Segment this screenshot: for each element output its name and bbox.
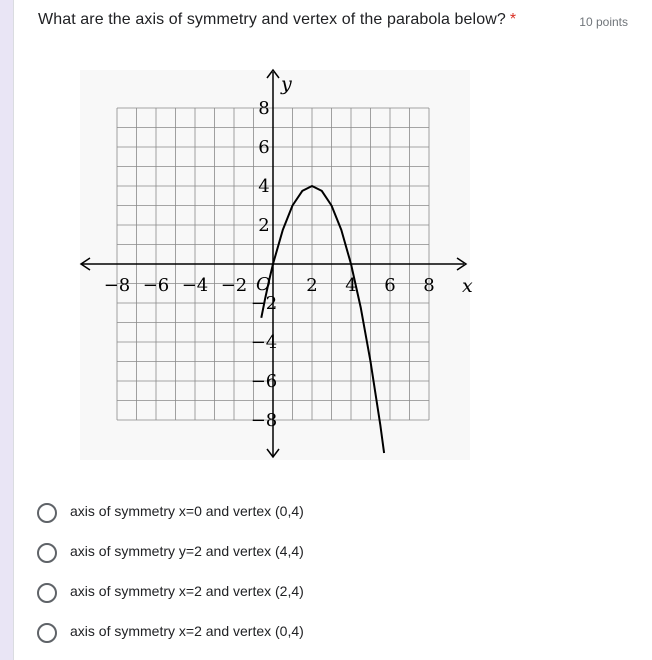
radio-button[interactable] bbox=[37, 543, 57, 563]
option-label: axis of symmetry x=2 and vertex (2,4) bbox=[70, 583, 304, 599]
option-label: axis of symmetry y=2 and vertex (4,4) bbox=[70, 543, 304, 559]
required-star: * bbox=[509, 11, 517, 28]
y-tick-label: −6 bbox=[250, 371, 278, 392]
y-tick-label: −2 bbox=[250, 293, 278, 314]
option-label: axis of symmetry x=2 and vertex (0,4) bbox=[70, 623, 304, 639]
option-1[interactable] bbox=[37, 501, 457, 525]
x-axis-label: x bbox=[462, 275, 473, 297]
option-3[interactable] bbox=[37, 581, 457, 605]
question-text: What are the axis of symmetry and vertex of the parabola below? bbox=[38, 11, 506, 28]
x-tick-label: −6 bbox=[142, 275, 170, 296]
y-axis-label: y bbox=[281, 73, 292, 95]
x-tick-label: −8 bbox=[103, 275, 131, 296]
points-label: 10 points bbox=[579, 15, 628, 29]
radio-button[interactable] bbox=[37, 623, 57, 643]
x-tick-label: 6 bbox=[384, 275, 396, 296]
parabola-graph bbox=[66, 66, 474, 462]
x-tick-label: 8 bbox=[423, 275, 435, 296]
plot-background bbox=[80, 70, 470, 460]
x-tick-label: 2 bbox=[306, 275, 318, 296]
x-tick-label: 4 bbox=[345, 275, 357, 296]
radio-button[interactable] bbox=[37, 503, 57, 523]
x-tick-label: −4 bbox=[181, 275, 209, 296]
parabola-figure bbox=[66, 66, 474, 462]
question-card bbox=[13, 0, 652, 660]
origin-label: O bbox=[256, 274, 271, 295]
option-2[interactable] bbox=[37, 541, 457, 565]
option-label: axis of symmetry x=0 and vertex (0,4) bbox=[70, 503, 304, 519]
y-tick-label: 4 bbox=[258, 176, 270, 197]
option-4[interactable] bbox=[37, 621, 457, 645]
y-tick-label: 2 bbox=[258, 215, 270, 236]
question-title bbox=[38, 11, 516, 29]
radio-button[interactable] bbox=[37, 583, 57, 603]
y-tick-label: 8 bbox=[258, 98, 270, 119]
y-tick-label: 6 bbox=[258, 137, 270, 158]
x-tick-label: −2 bbox=[220, 275, 248, 296]
y-tick-label: −8 bbox=[250, 410, 278, 431]
y-tick-label: −4 bbox=[250, 332, 278, 353]
